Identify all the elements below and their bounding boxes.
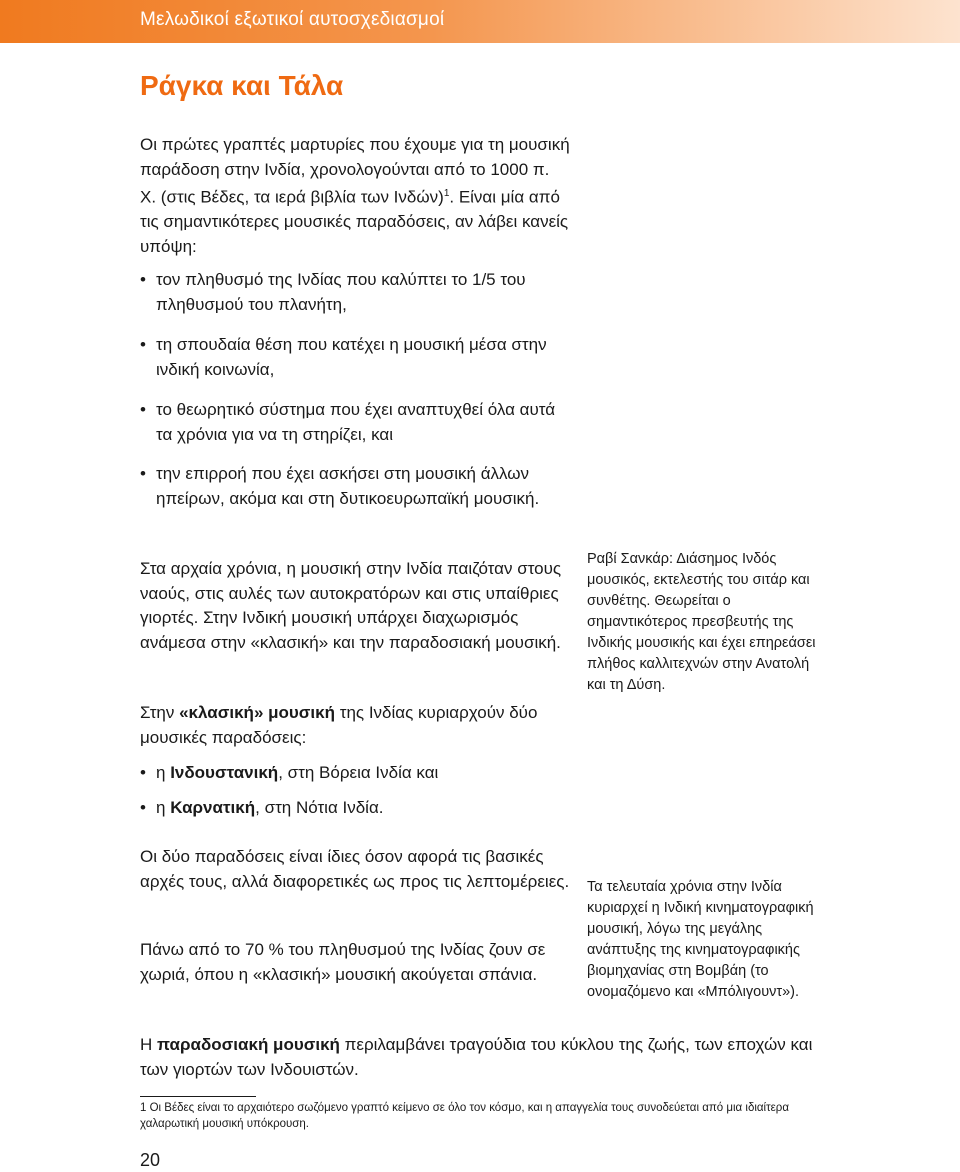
population-paragraph: Πάνω από το 70 % του πληθυσμού της Ινδίας ζουν σε χωριά, όπου η «κλασική» μουσική ακούγεται σπάνια. — [140, 940, 546, 984]
ancient-paragraph: Στα αρχαία χρόνια, η μουσική στην Ινδία παιζόταν στους ναούς, στις αυλές των αυτοκρατόρων και στις υπαίθριες γιορτές. Στην Ινδική μουσική υπάρχει διαχωρισμός ανάμεσα στην «κλασική» και την παραδοσιακή μουσική. — [140, 559, 562, 652]
bullet-item — [140, 268, 570, 317]
tradition-list — [140, 796, 570, 821]
same-principles-paragraph: Οι δύο παραδόσεις είναι ίδιες όσον αφορά τις βασικές αρχές τους, αλλά διαφορετικές ως προς τις λεπτομέρειες. — [140, 847, 570, 891]
bullet-list — [140, 398, 570, 447]
intro-paragraph — [140, 133, 570, 259]
tradition-bold: Ινδουστανική — [170, 763, 279, 782]
bullet-icon: • — [140, 798, 146, 817]
tradition-list — [140, 761, 570, 786]
classical-paragraph — [140, 701, 570, 750]
footnote-ref[interactable]: 1 — [443, 188, 450, 199]
bullet-icon: • — [140, 270, 146, 289]
folk-pre: Η — [140, 1035, 157, 1054]
footnote: 1 Οι Βέδες είναι το αρχαιότερο σωζόμενο γραπτό κείμενο σε όλο τον κόσμο, και η απαγγελία τους συνοδεύεται από μια ιδιαίτερα χαλαρωτική μουσική υπόκρουση. — [140, 1102, 789, 1130]
bullet-item — [140, 398, 570, 447]
bullet-item — [140, 462, 570, 511]
folk-paragraph — [140, 1033, 822, 1082]
folk-bold: παραδοσιακή μουσική — [157, 1035, 340, 1054]
folk-post: περιλαμβάνει τραγούδια του κύκλου της ζωής, των εποχών και των γιορτών των Ινδουιστών. — [140, 1035, 813, 1079]
classical-pre: Στην — [140, 703, 180, 722]
intro-text-1: Οι πρώτες γραπτές μαρτυρίες που έχουμε για τη μουσική παράδοση στην Ινδία, χρονολογούνται από το 1000 π. Χ. (στις Βέδες, τα ιερά βιβλία των Ινδών) — [140, 135, 570, 207]
bullet-icon: • — [140, 335, 146, 354]
classical-bold: «κλασική» μουσική — [179, 703, 336, 722]
classical-post: της Ινδίας κυριαρχούν δύο μουσικές παραδόσεις: — [140, 703, 538, 747]
tradition-pre: η — [156, 763, 171, 782]
tradition-post: , στη Νότια Ινδία. — [255, 798, 384, 817]
bullet-list — [140, 333, 570, 382]
intro-block — [140, 133, 570, 259]
side-note-cinema: Τα τελευταία χρόνια στην Ινδία κυριαρχεί η Ινδική κινηματογραφική μουσική, λόγω της μεγάλης ανάπτυξης της κινηματογραφικής βιομηχανίας στη Βομβάη (το ονομαζόμενο και «Μπόλιγουντ»). — [587, 879, 814, 1000]
section-title: Ράγκα και Τάλα — [140, 70, 344, 101]
bullet-icon: • — [140, 400, 146, 419]
header-title: Μελωδικοί εξωτικοί αυτοσχεδιασμοί — [140, 9, 445, 30]
side-note-ravi-shankar: Ραβί Σανκάρ: Διάσημος Ινδός μουσικός, εκτελεστής του σιτάρ και συνθέτης. Θεωρείται ο σημαντικότερος πρεσβευτής της Ινδικής μουσικής και έχει επηρεάσει πλήθος καλλιτεχνών στην Ανατολή και τη Δύση. — [587, 551, 816, 693]
footnote-divider — [140, 1096, 256, 1097]
bullet-icon: • — [140, 464, 146, 483]
bullet-text: το θεωρητικό σύστημα που έχει αναπτυχθεί όλα αυτά τα χρόνια για να τη στηρίζει, και — [156, 400, 556, 444]
tradition-item — [140, 761, 570, 786]
tradition-bold: Καρνατική — [170, 798, 256, 817]
bullet-icon: • — [140, 763, 146, 782]
bullet-list — [140, 462, 570, 511]
bullet-list — [140, 268, 570, 317]
tradition-pre: η — [156, 798, 171, 817]
bullet-item — [140, 333, 570, 382]
tradition-item — [140, 796, 570, 821]
intro-text-2: . Είναι μία από τις σημαντικότερες μουσικές παραδόσεις, αν λάβει κανείς υπόψη: — [140, 187, 569, 256]
tradition-post: , στη Βόρεια Ινδία και — [278, 763, 439, 782]
header-bar — [0, 0, 960, 43]
bullet-text: την επιρροή που έχει ασκήσει στη μουσική άλλων ηπείρων, ακόμα και στη δυτικοευρωπαϊκή μουσική. — [156, 464, 540, 508]
bullet-text: τον πληθυσμό της Ινδίας που καλύπτει το 1/5 του πληθυσμού του πλανήτη, — [156, 270, 526, 314]
page-number: 20 — [140, 1150, 161, 1170]
bullet-text: τη σπουδαία θέση που κατέχει η μουσική μέσα στην ινδική κοινωνία, — [156, 335, 547, 379]
